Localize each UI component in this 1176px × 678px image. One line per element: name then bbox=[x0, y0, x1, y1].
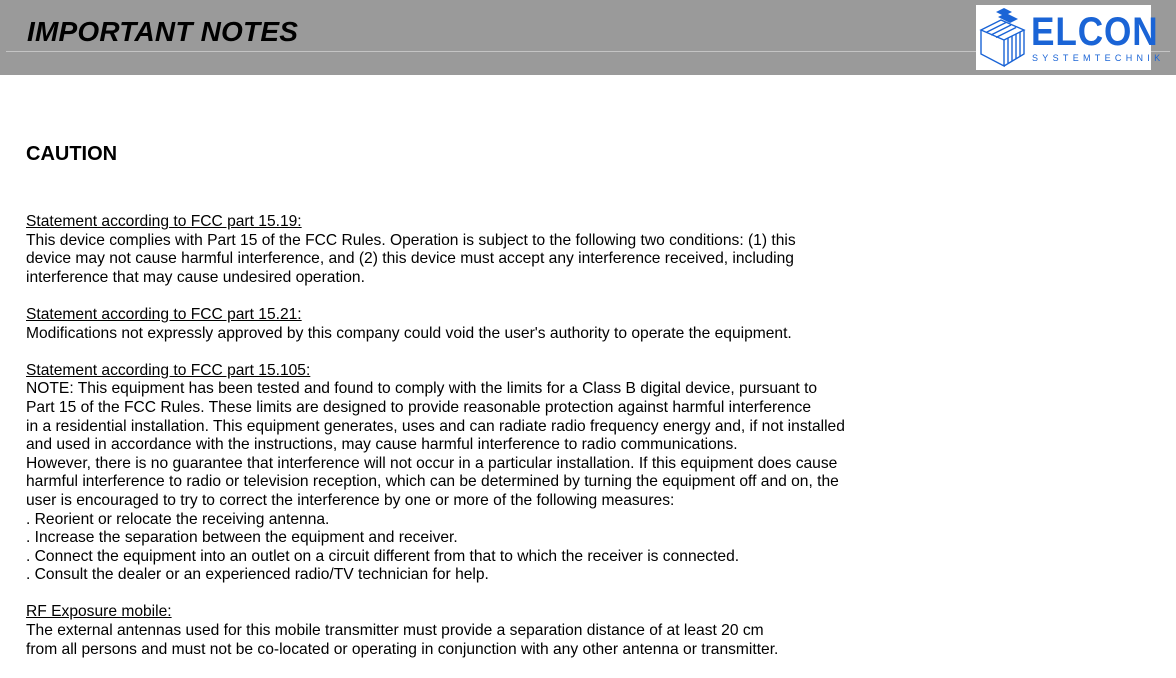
text-line: user is encouraged to try to correct the interference by one or more of the following measures: bbox=[26, 491, 675, 509]
section-title: Statement according to FCC part 15.19: bbox=[26, 213, 302, 230]
text-line: This device complies with Part 15 of the FCC Rules. Operation is subject to the following two conditions: (1) this bbox=[26, 231, 796, 249]
text-line: However, there is no guarantee that interference will not occur in a particular installation. If this equipment does cause bbox=[26, 454, 838, 472]
text-line: The external antennas used for this mobile transmitter must provide a separation distance of at least 20 cm bbox=[26, 622, 764, 640]
fcc-statements bbox=[26, 213, 926, 678]
measure-item: . Increase the separation between the equipment and receiver. bbox=[26, 529, 458, 547]
measure-item: . Consult the dealer or an experienced radio/TV technician for help. bbox=[26, 566, 489, 584]
text-line: and used in accordance with the instructions, may cause harmful interference to radio communications. bbox=[26, 436, 738, 454]
caution-heading: CAUTION bbox=[26, 143, 118, 165]
text-line: Modifications not expressly approved by this company could void the user's authority to operate the equipment. bbox=[26, 324, 792, 342]
page-title: IMPORTANT NOTES bbox=[27, 16, 299, 47]
company-logo bbox=[976, 5, 1165, 70]
section-title: Statement according to FCC part 15.105: bbox=[26, 361, 311, 379]
text-line: device may not cause harmful interference, and (2) this device must accept any interference received, including bbox=[26, 250, 794, 268]
text-line: NOTE: This equipment has been tested and found to comply with the limits for a Class B digital device, pursuant to bbox=[26, 380, 818, 398]
header-bar bbox=[0, 0, 1176, 75]
section-fcc-15-105 bbox=[26, 362, 926, 585]
section-fcc-15-19 bbox=[26, 213, 926, 287]
text-line: Part 15 of the FCC Rules. These limits are designed to provide reasonable protection against harmful interference bbox=[26, 398, 812, 416]
cube-logo-icon bbox=[978, 8, 1028, 68]
text-line: from all persons and must not be co-located or operating in conjunction with any other antenna or transmitter. bbox=[26, 640, 779, 658]
logo-subtitle: SYSTEMTECHNIK bbox=[1032, 53, 1165, 63]
section-fcc-15-21 bbox=[26, 306, 926, 343]
text-line: interference that may cause undesired operation. bbox=[26, 268, 365, 286]
measure-item: . Connect the equipment into an outlet on a circuit different from that to which the receiver is connected. bbox=[26, 547, 740, 565]
section-title: RF Exposure mobile: bbox=[26, 603, 172, 621]
measure-item: . Reorient or relocate the receiving antenna. bbox=[26, 510, 330, 528]
text-line: harmful interference to radio or television reception, which can be determined by turning the equipment off and on, the bbox=[26, 473, 839, 491]
logo-wordmark: ELCON bbox=[1031, 10, 1159, 54]
section-title: Statement according to FCC part 15.21: bbox=[26, 305, 302, 323]
text-line: in a residential installation. This equipment generates, uses and can radiate radio frequency energy and, if not installed bbox=[26, 417, 845, 435]
section-rf-exposure bbox=[26, 603, 926, 659]
